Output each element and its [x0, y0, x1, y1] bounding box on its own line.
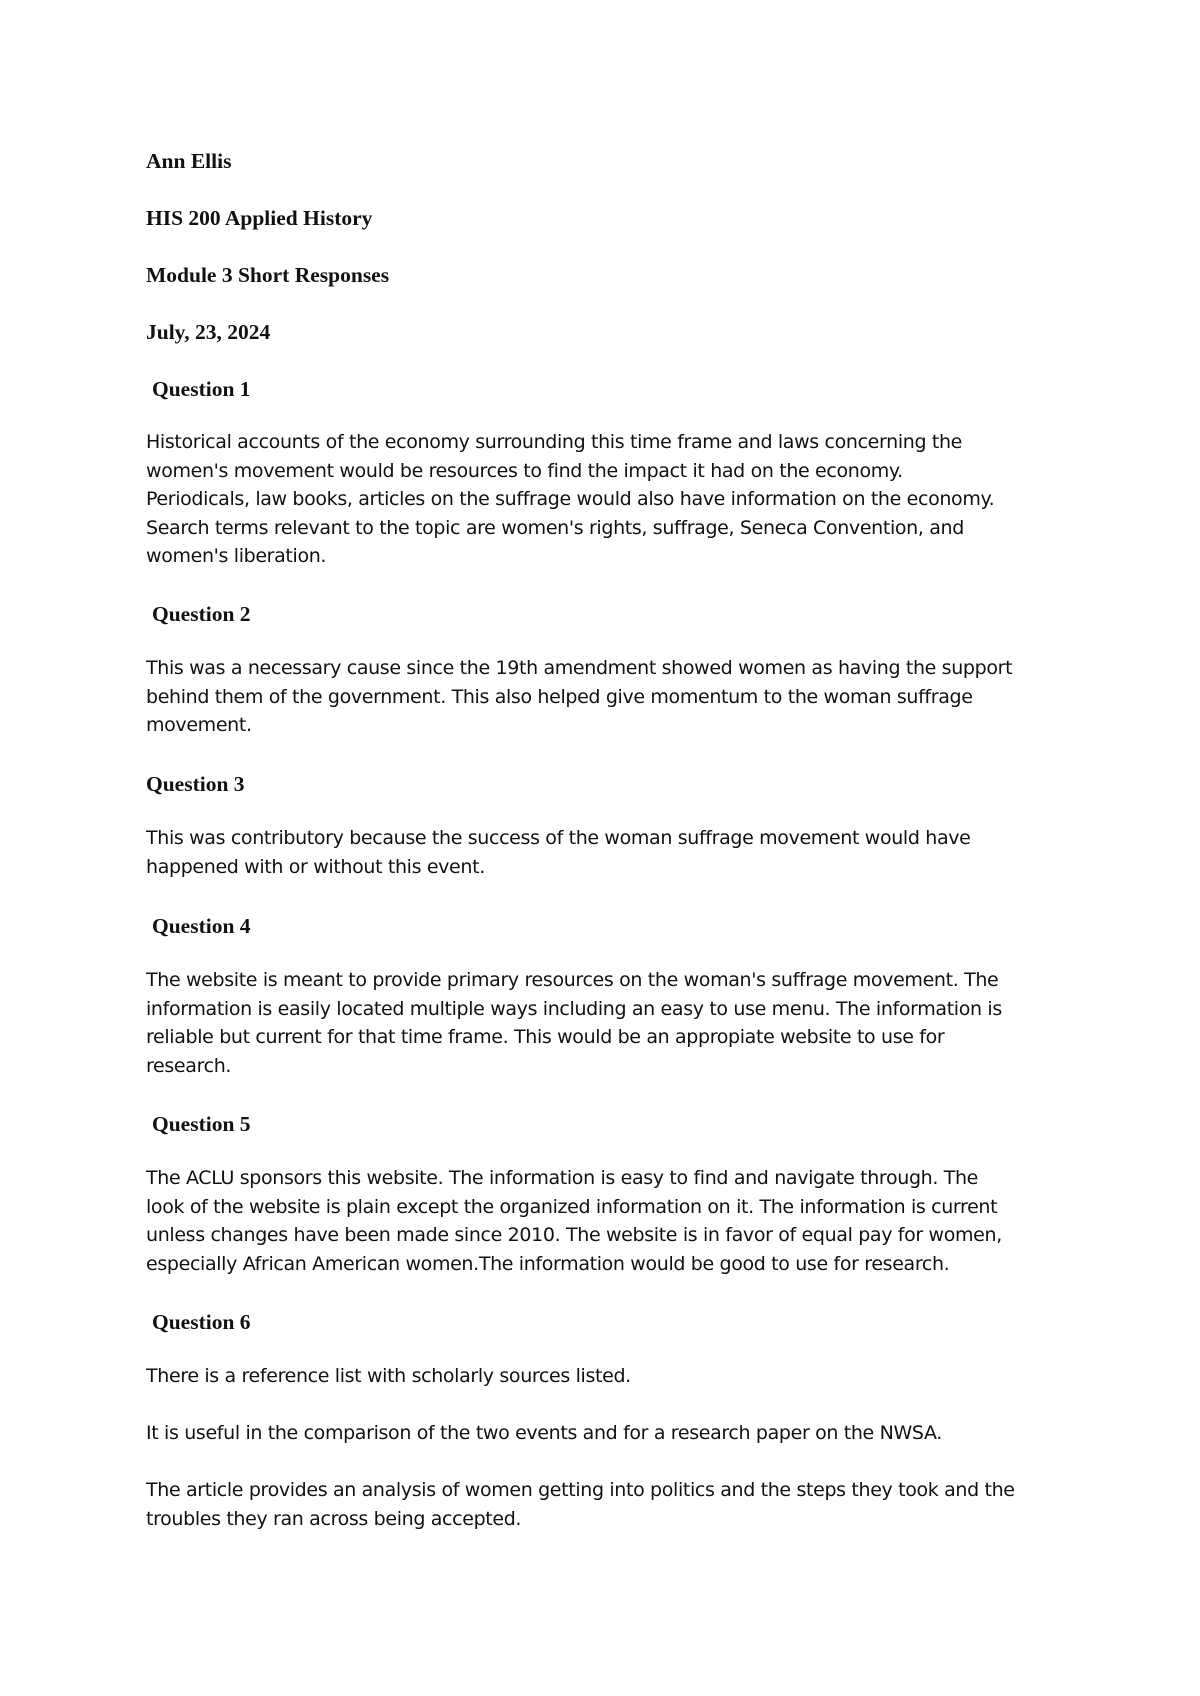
answer-line: women's movement would be resources to find the impact it had on the economy.: [146, 459, 903, 482]
question-5-heading: Question 5: [152, 1112, 251, 1136]
answer-line: information is easily located multiple ways including an easy to use menu. The information is: [146, 997, 1002, 1020]
answer-line: Periodicals, law books, articles on the suffrage would also have information on the economy.: [146, 488, 995, 510]
question-2-heading: Question 2: [152, 602, 251, 626]
answer-line: unless changes have been made since 2010. The website is in favor of equal pay for women,: [146, 1224, 1002, 1246]
answer-line: There is a reference list with scholarly sources listed.: [146, 1365, 631, 1387]
answer-line: Search terms relevant to the topic are women's rights, suffrage, Seneca Convention, and: [146, 516, 964, 539]
question-6-answer-1: [146, 1362, 631, 1391]
question-4-answer: [146, 966, 1002, 1080]
document-date: July, 23, 2024: [146, 320, 271, 344]
answer-line: The article provides an analysis of women getting into politics and the steps they took and the: [146, 1479, 1015, 1501]
question-6-answer-2: [146, 1419, 942, 1448]
question-3-answer: [146, 824, 971, 881]
question-6-heading: Question 6: [152, 1310, 251, 1334]
answer-line: reliable but current for that time frame. This would be an appropiate website to use for: [146, 1026, 945, 1048]
question-2-answer: [146, 654, 1012, 740]
answer-line: look of the website is plain except the organized information on it. The information is current: [146, 1195, 998, 1218]
answer-line: troubles they ran across being accepted.: [146, 1507, 522, 1530]
question-3-heading: Question 3: [146, 772, 245, 796]
question-1-heading: Question 1: [152, 377, 251, 401]
answer-line: women's liberation.: [146, 545, 327, 567]
answer-line: behind them of the government. This also helped give momentum to the woman suffrage: [146, 685, 973, 708]
question-4-heading: Question 4: [152, 914, 251, 938]
assignment-title: Module 3 Short Responses: [146, 263, 390, 287]
answer-line: The website is meant to provide primary resources on the woman's suffrage movement. The: [146, 969, 999, 991]
author-name: Ann Ellis: [146, 149, 232, 173]
answer-line: Historical accounts of the economy surrounding this time frame and laws concerning the: [146, 431, 962, 453]
answer-line: research.: [146, 1054, 232, 1077]
answer-line: movement.: [146, 714, 252, 736]
question-1-answer: [146, 428, 994, 571]
answer-line: It is useful in the comparison of the two events and for a research paper on the NWSA.: [146, 1422, 942, 1444]
answer-line: This was contributory because the success of the woman suffrage movement would have: [146, 827, 971, 849]
answer-line: This was a necessary cause since the 19th amendment showed women as having the support: [146, 657, 1013, 679]
answer-line: especially African American women.The information would be good to use for research.: [146, 1252, 950, 1275]
answer-line: The ACLU sponsors this website. The information is easy to find and navigate through. The: [146, 1167, 979, 1189]
question-6-answer-3: [146, 1476, 1015, 1533]
answer-line: happened with or without this event.: [146, 855, 485, 878]
question-5-answer: [146, 1164, 1002, 1278]
course-title: HIS 200 Applied History: [146, 206, 373, 230]
